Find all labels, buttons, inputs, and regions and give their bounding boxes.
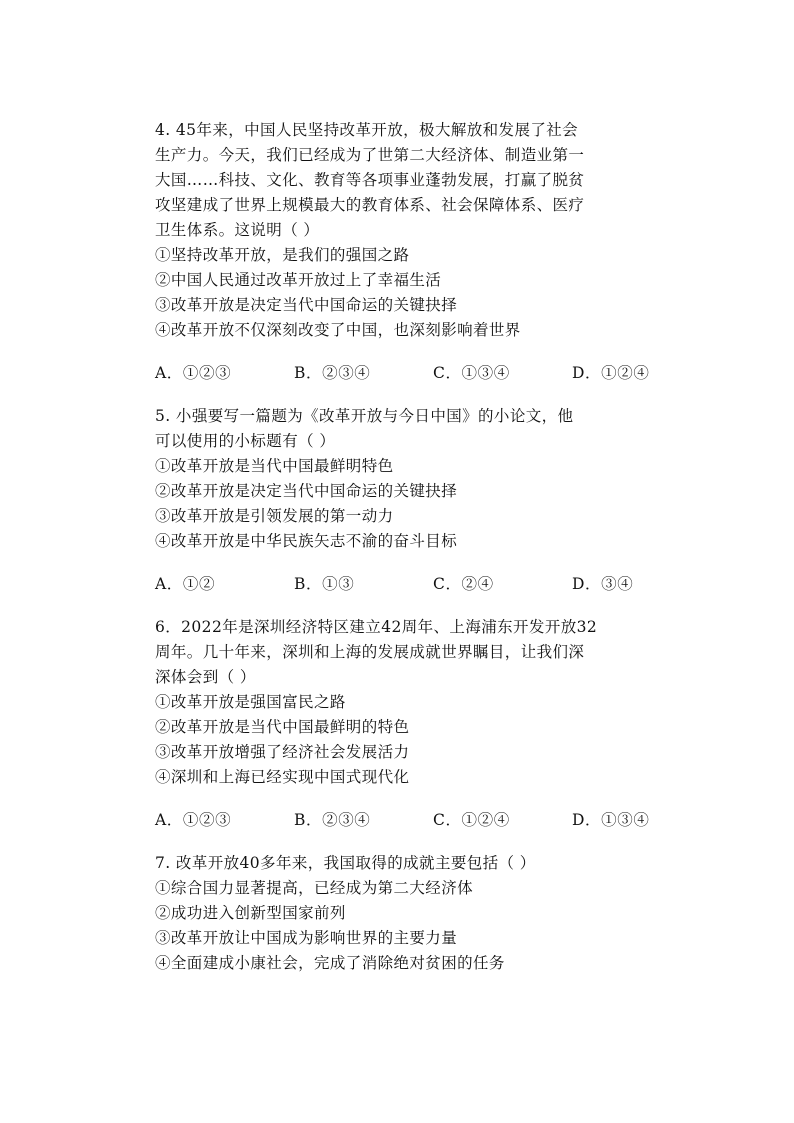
statement-1: ①坚持改革开放，是我们的强国之路 [155,246,410,264]
statement-4: ④全面建成小康社会，完成了消除绝对贫困的任务 [155,954,505,972]
statement-3: ③改革开放增强了经济社会发展活力 [155,743,410,761]
question-7 [155,851,675,976]
statement-1: ①改革开放是当代中国最鲜明特色 [155,457,394,475]
question-stem-line: 6．2022年是深圳经济特区建立42周年、上海浦东开发开放32 [155,618,598,636]
statement-4: ④改革开放不仅深刻改变了中国，也深刻影响着世界 [155,321,521,339]
statement-1: ①综合国力显著提高，已经成为第二大经济体 [155,879,474,897]
statement-3: ③改革开放让中国成为影响世界的主要力量 [155,929,458,947]
question-stem-line: 深体会到（ ） [155,668,256,686]
statement-1: ①改革开放是强国富民之路 [155,693,346,711]
question-5 [155,404,675,597]
question-6 [155,615,675,833]
statement-4: ④改革开放是中华民族矢志不渝的奋斗目标 [155,532,458,550]
option-d: D．③④ [572,575,634,593]
question-stem-line: 大国……科技、文化、教育等各项事业蓬勃发展，打赢了脱贫 [155,171,585,189]
question-4 [155,118,675,386]
option-b: B．②③④ [294,811,371,829]
option-a: A．①② [155,575,216,593]
answer-options [155,808,675,833]
option-d: D．①③④ [572,811,650,829]
statement-2: ②成功进入创新型国家前列 [155,904,346,922]
statement-2: ②改革开放是决定当代中国命运的关键抉择 [155,482,458,500]
statement-3: ③改革开放是引领发展的第一动力 [155,507,394,525]
option-b: B．②③④ [294,364,371,382]
question-stem-line: 7. 改革开放40多年来，我国取得的成就主要包括（ ） [155,854,536,872]
option-d: D．①②④ [572,364,650,382]
question-stem-line: 生产力。今天，我们已经成为了世第二大经济体、制造业第一 [155,146,585,164]
option-b: B．①③ [294,575,355,593]
answer-options [155,361,675,386]
statement-2: ②改革开放是当代中国最鲜明的特色 [155,718,410,736]
question-stem-line: 卫生体系。这说明（ ） [155,221,320,239]
option-c: C．①③④ [433,364,510,382]
option-c: C．②④ [433,575,494,593]
option-a: A．①②③ [155,811,232,829]
statement-3: ③改革开放是决定当代中国命运的关键抉择 [155,296,458,314]
question-stem-line: 周年。几十年来，深圳和上海的发展成就世界瞩目，让我们深 [155,643,585,661]
question-stem-line: 4. 45年来，中国人民坚持改革开放，极大解放和发展了社会 [155,121,579,139]
option-a: A．①②③ [155,364,232,382]
question-stem-line: 攻坚建成了世界上规模最大的教育体系、社会保障体系、医疗 [155,196,585,214]
statement-2: ②中国人民通过改革开放过上了幸福生活 [155,271,442,289]
question-stem-line: 5. 小强要写一篇题为《改革开放与今日中国》的小论文，他 [155,407,574,425]
statement-4: ④深圳和上海已经实现中国式现代化 [155,768,410,786]
question-stem-line: 可以使用的小标题有（ ） [155,432,336,450]
option-c: C．①②④ [433,811,510,829]
answer-options [155,572,675,597]
question-list [155,118,675,976]
